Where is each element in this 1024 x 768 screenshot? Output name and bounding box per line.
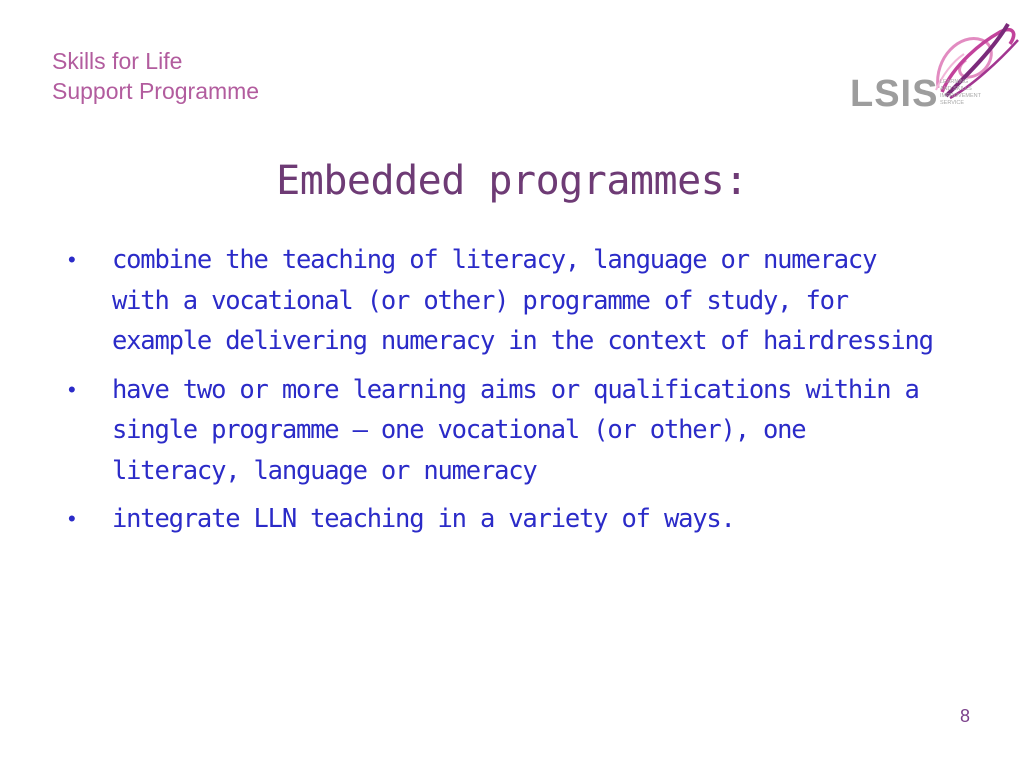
lsis-logo	[842, 18, 1022, 122]
bullet-text: integrate LLN teaching in a variety of ways.	[112, 504, 735, 534]
page-number: 8	[959, 706, 970, 726]
bullet-item	[60, 240, 940, 362]
bullet-text: combine the teaching of literacy, language or numeracy with a vocational (or other) programme of study, for example delivering numeracy in the context of hairdressing	[112, 245, 933, 356]
logo-tagline-line: AND SKILLS	[940, 86, 972, 92]
bullet-icon: •	[68, 247, 75, 272]
logo-tagline-line: LEARNING	[940, 79, 969, 85]
logo-tagline-line: SERVICE	[940, 100, 965, 106]
logo-wordmark: LSIS	[850, 73, 939, 115]
bullet-icon: •	[68, 506, 75, 531]
logo-tagline-line: IMPROVEMENT	[940, 93, 981, 99]
bullet-item	[60, 370, 940, 492]
bullet-list	[60, 240, 940, 548]
bullet-item	[60, 499, 940, 540]
bullet-text: have two or more learning aims or qualifications within a single programme – one vocational (or other), one literacy, language or numeracy	[112, 374, 919, 486]
slide-title: Embedded programmes:	[276, 158, 748, 204]
logo-tagline	[940, 79, 981, 107]
bullet-icon: •	[68, 376, 75, 402]
brand-line-2: Support Programme	[52, 78, 260, 104]
brand-text	[52, 46, 259, 106]
brand-line-1: Skills for Life	[52, 48, 183, 74]
